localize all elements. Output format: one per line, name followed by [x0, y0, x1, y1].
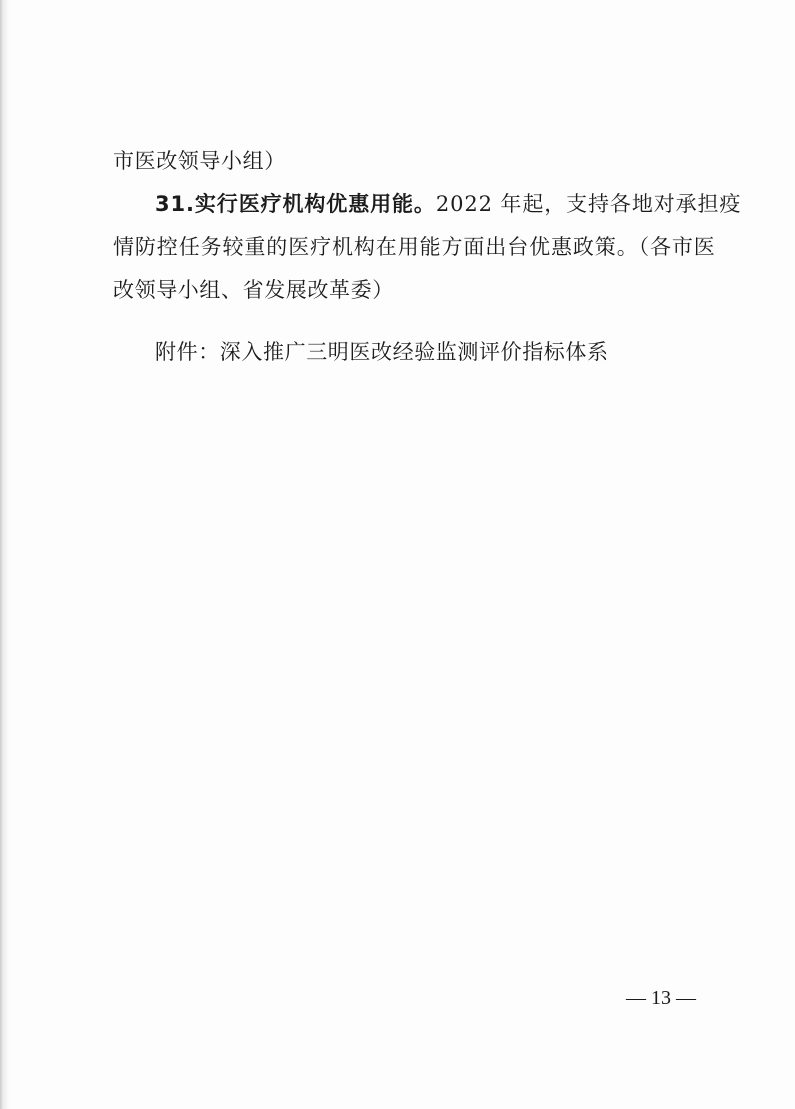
- page-number: — 13 —: [626, 987, 696, 1009]
- paragraph-continuation: 市医改领导小组）: [113, 149, 286, 173]
- item-31-text-start: 2022 年起，支持各地对承担疫: [435, 192, 742, 216]
- item-31-first-line: [113, 189, 742, 219]
- item-31-third-line: 改领导小组、省发展改革委）: [113, 278, 394, 302]
- attachment-note: 附件：深入推广三明医改经验监测评价指标体系: [155, 340, 609, 364]
- item-31-second-line: 情防控任务较重的医疗机构在用能方面出台优惠政策。（各市医: [113, 235, 716, 259]
- scan-edge-shadow: [0, 0, 10, 1109]
- item-31-heading: 31.实行医疗机构优惠用能。: [155, 192, 436, 216]
